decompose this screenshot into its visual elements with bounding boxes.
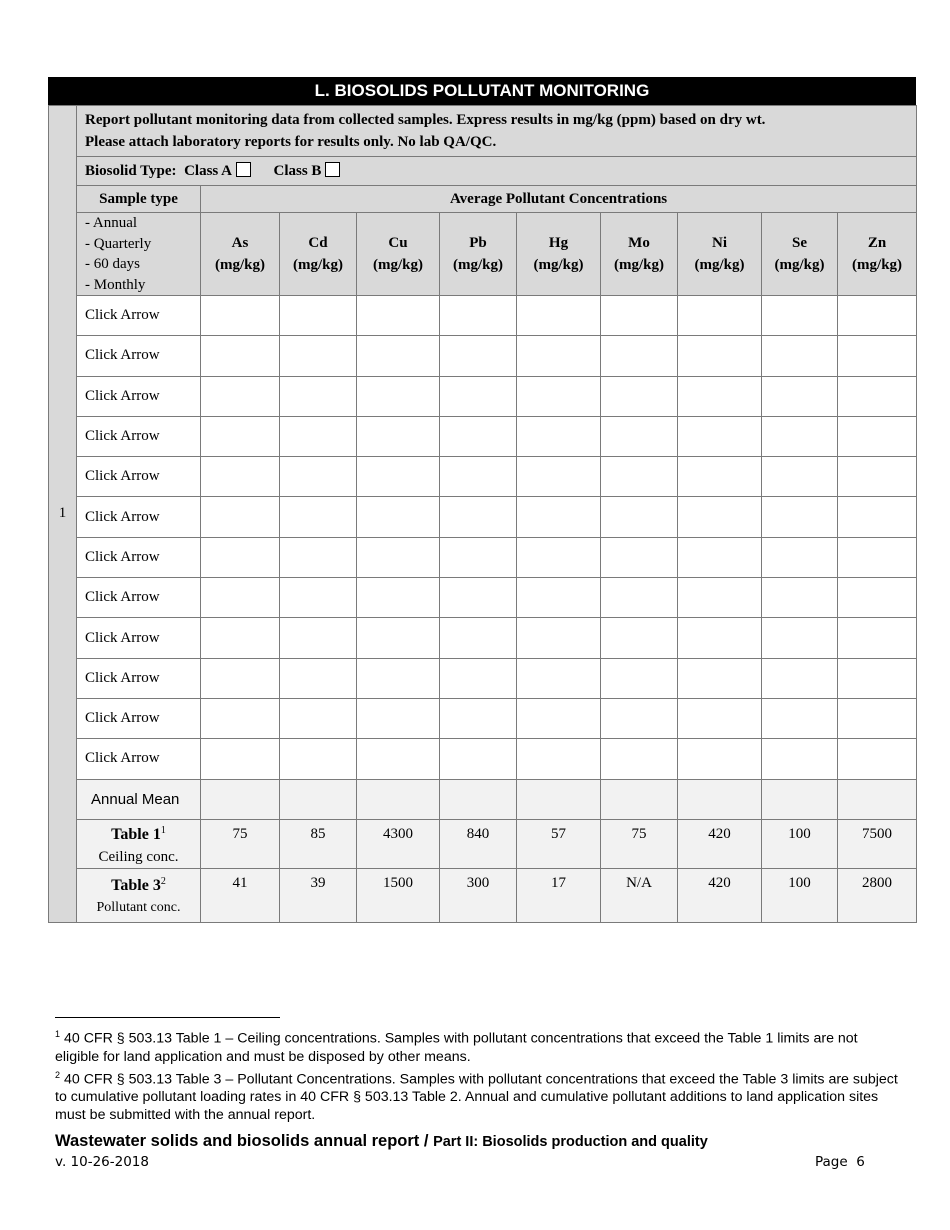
concentration-input[interactable] xyxy=(601,336,678,376)
pollutant-symbol: Cu xyxy=(388,235,408,251)
table-3-row-value: 2800 xyxy=(838,868,917,922)
concentration-input[interactable] xyxy=(517,739,601,779)
pollutant-symbol: Mo xyxy=(628,235,650,251)
pollutant-unit: (mg/kg) xyxy=(694,257,745,273)
concentration-input[interactable] xyxy=(357,658,440,698)
concentration-input[interactable] xyxy=(357,618,440,658)
instructions xyxy=(77,106,917,157)
pollutant-unit: (mg/kg) xyxy=(453,257,503,273)
sample-type-dropdown[interactable]: Click Arrow xyxy=(77,739,201,779)
footnote-1: $^1$ 40 CFR § 503.13 Table 1 – Ceiling concentrations. Samples with pollutant concentrations that exceed the Table 1 limits are not eligible for land application and must be disposed by other means. xyxy=(55,1029,858,1065)
concentration-input[interactable] xyxy=(440,416,517,456)
annual-mean-value[interactable] xyxy=(440,779,517,819)
table-3-row-value: 1500 xyxy=(357,868,440,922)
concentration-input[interactable] xyxy=(201,416,280,456)
concentration-input[interactable] xyxy=(201,739,280,779)
concentration-input[interactable] xyxy=(440,457,517,497)
instructions-line-2: Please attach laboratory reports for results only. No lab QA/QC. xyxy=(85,134,497,150)
biosolid-type-label: Biosolid Type: xyxy=(85,163,177,179)
concentration-input[interactable] xyxy=(601,416,678,456)
sample-type-dropdown[interactable]: Click Arrow xyxy=(77,698,201,738)
sample-row xyxy=(49,457,917,497)
concentration-input[interactable] xyxy=(762,416,838,456)
footer-page: Page 6 xyxy=(815,1154,865,1170)
table-3-row-label: Table $3^2$ Pollutant conc. xyxy=(77,868,201,922)
concentration-input[interactable] xyxy=(601,618,678,658)
sample-type-dropdown[interactable]: Click Arrow xyxy=(77,578,201,618)
pollutant-header-1 xyxy=(280,213,357,296)
annual-mean-value[interactable] xyxy=(280,779,357,819)
table-1-row-label: Table $1^1$ Ceiling conc. xyxy=(77,819,201,868)
pollutant-symbol: Hg xyxy=(548,235,569,251)
concentration-input[interactable] xyxy=(838,658,917,698)
avg-concentrations-header: Average Pollutant Concentrations xyxy=(201,186,917,213)
concentration-input[interactable] xyxy=(838,739,917,779)
concentration-input[interactable] xyxy=(280,416,357,456)
sample-type-dropdown[interactable]: Click Arrow xyxy=(77,618,201,658)
pollutant-symbol: Pb xyxy=(469,235,487,251)
concentration-input[interactable] xyxy=(440,497,517,537)
sample-type-header: Sample type xyxy=(77,186,201,213)
pollutant-unit: (mg/kg) xyxy=(614,257,664,273)
pollutant-header-8 xyxy=(838,213,917,296)
pollutant-header-6 xyxy=(678,213,762,296)
annual-mean-value[interactable] xyxy=(201,779,280,819)
concentration-input[interactable] xyxy=(201,537,280,577)
table-1-row-value: 4300 xyxy=(357,819,440,868)
table-1-row-value: 420 xyxy=(678,819,762,868)
concentration-input[interactable] xyxy=(517,457,601,497)
concentration-input[interactable] xyxy=(280,296,357,336)
annual-mean-value[interactable] xyxy=(762,779,838,819)
biosolid-type-row xyxy=(77,157,917,186)
concentration-input[interactable] xyxy=(280,698,357,738)
concentration-input[interactable] xyxy=(357,739,440,779)
concentration-input[interactable] xyxy=(678,658,762,698)
concentration-input[interactable] xyxy=(601,537,678,577)
concentration-input[interactable] xyxy=(517,296,601,336)
concentration-input[interactable] xyxy=(601,578,678,618)
footer-title: Wastewater solids and biosolids annual report / Part II: Biosolids production and quality xyxy=(55,1132,708,1150)
concentration-input[interactable] xyxy=(517,658,601,698)
concentration-input[interactable] xyxy=(762,376,838,416)
concentration-input[interactable] xyxy=(357,416,440,456)
concentration-input[interactable] xyxy=(601,698,678,738)
pollutant-header-3 xyxy=(440,213,517,296)
frequency-quarterly: - Quarterly xyxy=(85,235,152,252)
concentration-input[interactable] xyxy=(838,457,917,497)
concentration-input[interactable] xyxy=(517,537,601,577)
footnotes xyxy=(55,1025,905,1124)
concentration-input[interactable] xyxy=(678,336,762,376)
table-1-row-value: 7500 xyxy=(838,819,917,868)
concentration-input[interactable] xyxy=(280,537,357,577)
concentration-input[interactable] xyxy=(280,658,357,698)
sample-type-dropdown[interactable]: Click Arrow xyxy=(77,296,201,336)
concentration-input[interactable] xyxy=(838,336,917,376)
concentration-input[interactable] xyxy=(357,457,440,497)
concentration-input[interactable] xyxy=(440,658,517,698)
pollutant-table xyxy=(48,105,917,923)
concentration-input[interactable] xyxy=(678,537,762,577)
concentration-input[interactable] xyxy=(201,497,280,537)
concentration-input[interactable] xyxy=(762,497,838,537)
pollutant-symbol: As xyxy=(231,235,249,251)
section-number: 1 xyxy=(49,106,77,923)
sample-row xyxy=(49,497,917,537)
concentration-input[interactable] xyxy=(440,376,517,416)
table-3-row-value: 17 xyxy=(517,868,601,922)
concentration-input[interactable] xyxy=(280,618,357,658)
concentration-input[interactable] xyxy=(678,618,762,658)
concentration-input[interactable] xyxy=(357,578,440,618)
concentration-input[interactable] xyxy=(201,376,280,416)
concentration-input[interactable] xyxy=(762,658,838,698)
concentration-input[interactable] xyxy=(440,698,517,738)
concentration-input[interactable] xyxy=(517,376,601,416)
class-b-checkbox[interactable] xyxy=(325,162,340,177)
concentration-input[interactable] xyxy=(517,578,601,618)
concentration-input[interactable] xyxy=(678,457,762,497)
sample-row xyxy=(49,578,917,618)
pollutant-symbol: Se xyxy=(792,235,807,251)
pollutant-unit: (mg/kg) xyxy=(533,257,584,273)
footer-version: v. 10-26-2018 xyxy=(55,1154,149,1170)
concentration-input[interactable] xyxy=(440,296,517,336)
concentration-input[interactable] xyxy=(838,698,917,738)
concentration-input[interactable] xyxy=(838,376,917,416)
concentration-input[interactable] xyxy=(357,537,440,577)
concentration-input[interactable] xyxy=(201,618,280,658)
concentration-input[interactable] xyxy=(357,296,440,336)
concentration-input[interactable] xyxy=(762,698,838,738)
concentration-input[interactable] xyxy=(517,618,601,658)
sample-type-dropdown[interactable]: Click Arrow xyxy=(77,457,201,497)
sample-row xyxy=(49,618,917,658)
sample-row xyxy=(49,658,917,698)
annual-mean-value[interactable] xyxy=(357,779,440,819)
concentration-input[interactable] xyxy=(201,578,280,618)
class-a-label: Class A xyxy=(184,163,232,179)
frequency-60-days: - 60 days xyxy=(85,256,140,272)
pollutant-unit: (mg/kg) xyxy=(373,257,423,273)
sample-type-dropdown[interactable]: Click Arrow xyxy=(77,416,201,456)
table-3-row-value: 39 xyxy=(280,868,357,922)
pollutant-unit: (mg/kg) xyxy=(774,257,825,273)
sample-row xyxy=(49,376,917,416)
concentration-input[interactable] xyxy=(201,698,280,738)
concentration-input[interactable] xyxy=(601,296,678,336)
concentration-input[interactable] xyxy=(201,296,280,336)
concentration-input[interactable] xyxy=(838,618,917,658)
table-1-row-value: 75 xyxy=(201,819,280,868)
frequency-monthly: - Monthly xyxy=(85,276,146,293)
concentration-input[interactable] xyxy=(280,739,357,779)
concentration-input[interactable] xyxy=(357,497,440,537)
concentration-input[interactable] xyxy=(838,578,917,618)
annual-mean-value[interactable] xyxy=(517,779,601,819)
pollutant-symbol: Zn xyxy=(867,235,887,251)
annual-mean-row xyxy=(49,779,917,819)
table-1-row-value: 840 xyxy=(440,819,517,868)
sample-row xyxy=(49,416,917,456)
concentration-input[interactable] xyxy=(762,578,838,618)
concentration-input[interactable] xyxy=(280,578,357,618)
pollutant-unit: (mg/kg) xyxy=(293,257,343,273)
pollutant-symbol: Cd xyxy=(308,235,328,251)
sample-type-dropdown[interactable]: Click Arrow xyxy=(77,537,201,577)
table-3-row-value: 41 xyxy=(201,868,280,922)
sample-type-dropdown[interactable]: Click Arrow xyxy=(77,658,201,698)
concentration-input[interactable] xyxy=(762,336,838,376)
pollutant-header-0 xyxy=(201,213,280,296)
concentration-input[interactable] xyxy=(762,618,838,658)
biosolids-monitoring-section xyxy=(48,77,916,923)
footer-subtitle: Part II: Biosolids production and quality xyxy=(433,1134,708,1150)
table-3-row-value: 420 xyxy=(678,868,762,922)
pollutant-header-5 xyxy=(601,213,678,296)
pollutant-symbol: Ni xyxy=(712,235,727,251)
sample-row xyxy=(49,698,917,738)
concentration-input[interactable] xyxy=(440,618,517,658)
concentration-input[interactable] xyxy=(838,537,917,577)
concentration-input[interactable] xyxy=(762,537,838,577)
section-title: L. BIOSOLIDS POLLUTANT MONITORING xyxy=(48,77,916,105)
concentration-input[interactable] xyxy=(601,739,678,779)
concentration-input[interactable] xyxy=(601,376,678,416)
concentration-input[interactable] xyxy=(517,336,601,376)
concentration-input[interactable] xyxy=(357,336,440,376)
concentration-input[interactable] xyxy=(440,578,517,618)
table-1-row-value: 85 xyxy=(280,819,357,868)
table-1-row-value: 100 xyxy=(762,819,838,868)
annual-mean-value[interactable] xyxy=(838,779,917,819)
footnote-2: $^2$ 40 CFR § 503.13 Table 3 – Pollutant Concentrations. Samples with pollutant concentrations that exceed the Table 3 limits are subject to cumulative pollutant loading rates in 40 CFR § 503.13 Table 2. Annual and cumulative pollutant additions to land application sites must be submitted with the annual report. xyxy=(55,1069,898,1124)
pollutant-unit: (mg/kg) xyxy=(215,257,265,273)
concentration-input[interactable] xyxy=(440,537,517,577)
concentration-input[interactable] xyxy=(201,457,280,497)
concentration-input[interactable] xyxy=(601,658,678,698)
sample-row xyxy=(49,739,917,779)
sample-row xyxy=(49,537,917,577)
table-3-row-value: N/A xyxy=(601,868,678,922)
concentration-input[interactable] xyxy=(440,336,517,376)
sample-type-dropdown[interactable]: Click Arrow xyxy=(77,497,201,537)
footnote-divider xyxy=(55,1017,280,1018)
sample-type-dropdown[interactable]: Click Arrow xyxy=(77,376,201,416)
concentration-input[interactable] xyxy=(201,336,280,376)
concentration-input[interactable] xyxy=(838,296,917,336)
concentration-input[interactable] xyxy=(357,376,440,416)
concentration-input[interactable] xyxy=(678,698,762,738)
concentration-input[interactable] xyxy=(280,376,357,416)
table-1-row-value: 75 xyxy=(601,819,678,868)
table-1-row-value: 57 xyxy=(517,819,601,868)
concentration-input[interactable] xyxy=(838,416,917,456)
concentration-input[interactable] xyxy=(440,739,517,779)
concentration-input[interactable] xyxy=(280,457,357,497)
class-b-label: Class B xyxy=(273,163,322,179)
sample-type-dropdown[interactable]: Click Arrow xyxy=(77,336,201,376)
concentration-input[interactable] xyxy=(357,698,440,738)
frequency-options xyxy=(77,213,201,296)
concentration-input[interactable] xyxy=(762,296,838,336)
concentration-input[interactable] xyxy=(601,457,678,497)
pollutant-header-4 xyxy=(517,213,601,296)
concentration-input[interactable] xyxy=(280,336,357,376)
concentration-input[interactable] xyxy=(678,376,762,416)
pollutant-unit: (mg/kg) xyxy=(852,257,903,273)
concentration-input[interactable] xyxy=(762,457,838,497)
concentration-input[interactable] xyxy=(517,497,601,537)
concentration-input[interactable] xyxy=(280,497,357,537)
pollutant-header-7 xyxy=(762,213,838,296)
concentration-input[interactable] xyxy=(678,296,762,336)
concentration-input[interactable] xyxy=(517,698,601,738)
concentration-input[interactable] xyxy=(201,658,280,698)
table-3-row-value: 100 xyxy=(762,868,838,922)
concentration-input[interactable] xyxy=(678,416,762,456)
frequency-annual: - Annual xyxy=(85,215,138,231)
concentration-input[interactable] xyxy=(678,578,762,618)
class-a-checkbox[interactable] xyxy=(236,162,251,177)
sample-row xyxy=(49,336,917,376)
concentration-input[interactable] xyxy=(762,739,838,779)
sample-row xyxy=(49,296,917,336)
concentration-input[interactable] xyxy=(678,739,762,779)
table-3-row-value: 300 xyxy=(440,868,517,922)
pollutant-header-2 xyxy=(357,213,440,296)
annual-mean-label: Annual Mean xyxy=(77,779,201,819)
concentration-input[interactable] xyxy=(678,497,762,537)
concentration-input[interactable] xyxy=(517,416,601,456)
table-3-row xyxy=(49,868,917,922)
instructions-line-1: Report pollutant monitoring data from collected samples. Express results in mg/kg (ppm) based on dry wt. xyxy=(85,112,766,128)
table-1-row xyxy=(49,819,917,868)
annual-mean-value[interactable] xyxy=(678,779,762,819)
concentration-input[interactable] xyxy=(601,497,678,537)
concentration-input[interactable] xyxy=(838,497,917,537)
annual-mean-value[interactable] xyxy=(601,779,678,819)
